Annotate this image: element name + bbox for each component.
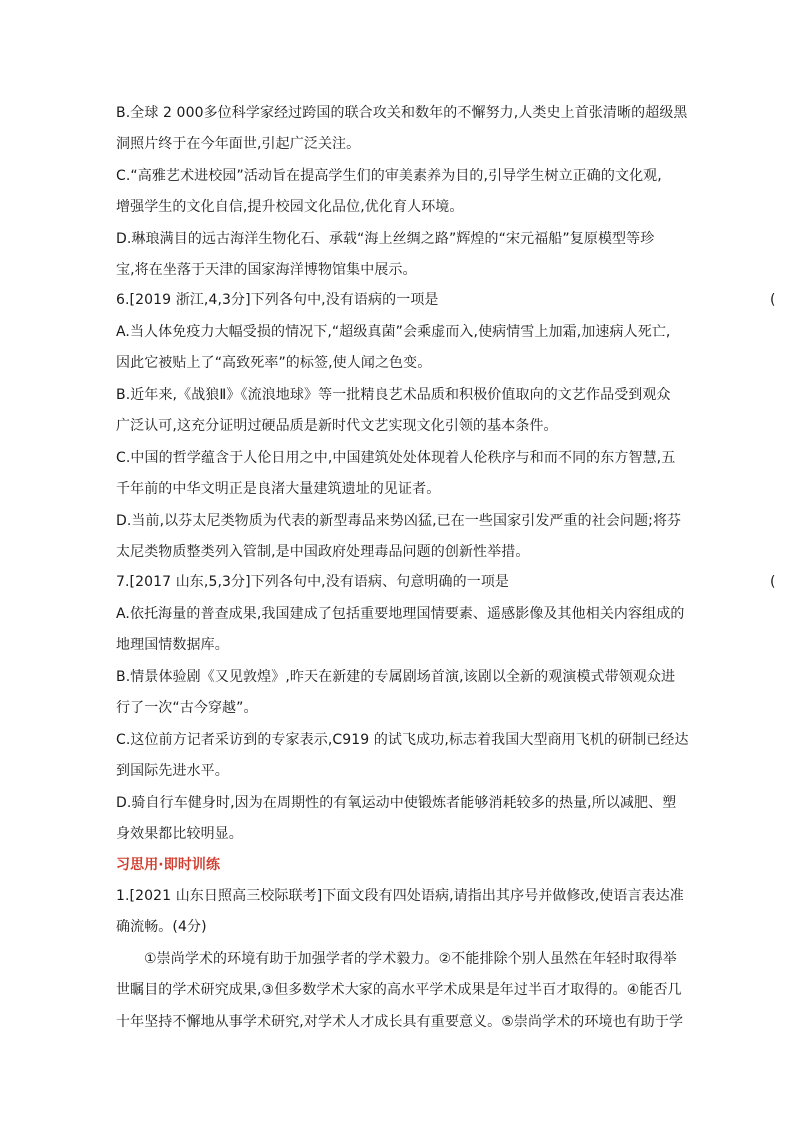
option-d: D.当前,以芬太尼类物质为代表的新型毒品来势凶猛,已在一些国家引发严重的社会问题;将芬 [116, 513, 682, 529]
text-line: 太尼类物质整类列入管制,是中国政府处理毒品问题的创新性举措。 [116, 544, 530, 560]
answer-paren: ( [770, 292, 776, 308]
section-heading: 习思用·即时训练 [116, 857, 221, 873]
option-d: D.骑自行车健身时,因为在周期性的有氧运动中使锻炼者能够消耗较多的热量,所以减肥、塑 [116, 795, 677, 811]
option-c: C.这位前方记者采访到的专家表示,C919 的试飞成功,标志着我国大型商用飞机的研制已经达 [116, 732, 689, 748]
option-a: A.依托海量的普查成果,我国建成了包括重要地理国情要素、遥感影像及其他相关内容组成的 [116, 606, 685, 622]
text-line: 洞照片终于在今年面世,引起广泛关注。 [116, 136, 361, 152]
text-line: B.全球 2 000多位科学家经过跨国的联合攻关和数年的不懈努力,人类史上首张清晰的超级黑 [116, 105, 688, 121]
option-c: C.中国的哲学蕴含于人伦日用之中,中国建筑处处体现着人伦秩序与和而不同的东方智慧,五 [116, 450, 676, 466]
text-line: 地理国情数据库。 [116, 637, 229, 653]
option-a: A.当人体免疫力大幅受损的情况下,“超级真菌”会乘虚而入,使病情雪上加霜,加速病人死亡, [116, 324, 671, 340]
text-line: 确流畅。(4分) [116, 919, 207, 935]
option-b: B.情景体验剧《又见敦煌》,昨天在新建的专属剧场首演,该剧以全新的观演模式带领观众进 [116, 669, 676, 685]
passage-line: 世瞩目的学术研究成果,③但多数学术大家的高水平学术成果是年过半百才取得的。④能否几 [116, 982, 682, 998]
question-6-stem: 6.[2019 浙江,4,3分]下列各句中,没有语病的一项是 [116, 292, 439, 308]
text-line: D.琳琅满目的远古海洋生物化石、承载“海上丝绸之路”辉煌的“宋元福船”复原模型等珍 [116, 231, 655, 247]
question-1-stem: 1.[2021 山东日照高三校际联考]下面文段有四处语病,请指出其序号并做修改,使语言表达准 [116, 888, 684, 904]
text-line: 广泛认可,这充分证明过硬品质是新时代文艺实现文化引领的基本条件。 [116, 418, 558, 434]
text-line: 身效果都比较明显。 [116, 826, 243, 842]
answer-paren: ( [770, 574, 776, 590]
text-line: 千年前的中华文明正是良渚大量建筑遗址的见证者。 [116, 481, 441, 497]
passage-line: 十年坚持不懈地从事学术研究,对学术人才成长具有重要意义。⑤崇尚学术的环境也有助于学 [116, 1014, 684, 1030]
question-7-stem: 7.[2017 山东,5,3分]下列各句中,没有语病、句意明确的一项是 [116, 574, 510, 590]
text-line: 增强学生的文化自信,提升校园文化品位,优化育人环境。 [116, 199, 464, 215]
text-line: 宝,将在坐落于天津的国家海洋博物馆集中展示。 [116, 262, 417, 278]
text-line: 到国际先进水平。 [116, 763, 229, 779]
text-line: 因此它被贴上了“高致死率”的标签,使人闻之色变。 [116, 355, 432, 371]
passage-line: ①崇尚学术的环境有助于加强学者的学术毅力。②不能排除个别人虽然在年轻时取得举 [144, 951, 677, 967]
text-line: C.“高雅艺术进校园”活动旨在提高学生们的审美素养为目的,引导学生树立正确的文化观, [116, 168, 662, 184]
text-line: 行了一次“古今穿越”。 [116, 700, 258, 716]
option-b: B.近年来,《战狼Ⅱ》《流浪地球》等一批精良艺术品质和积极价值取向的文艺作品受到观众 [116, 387, 671, 403]
